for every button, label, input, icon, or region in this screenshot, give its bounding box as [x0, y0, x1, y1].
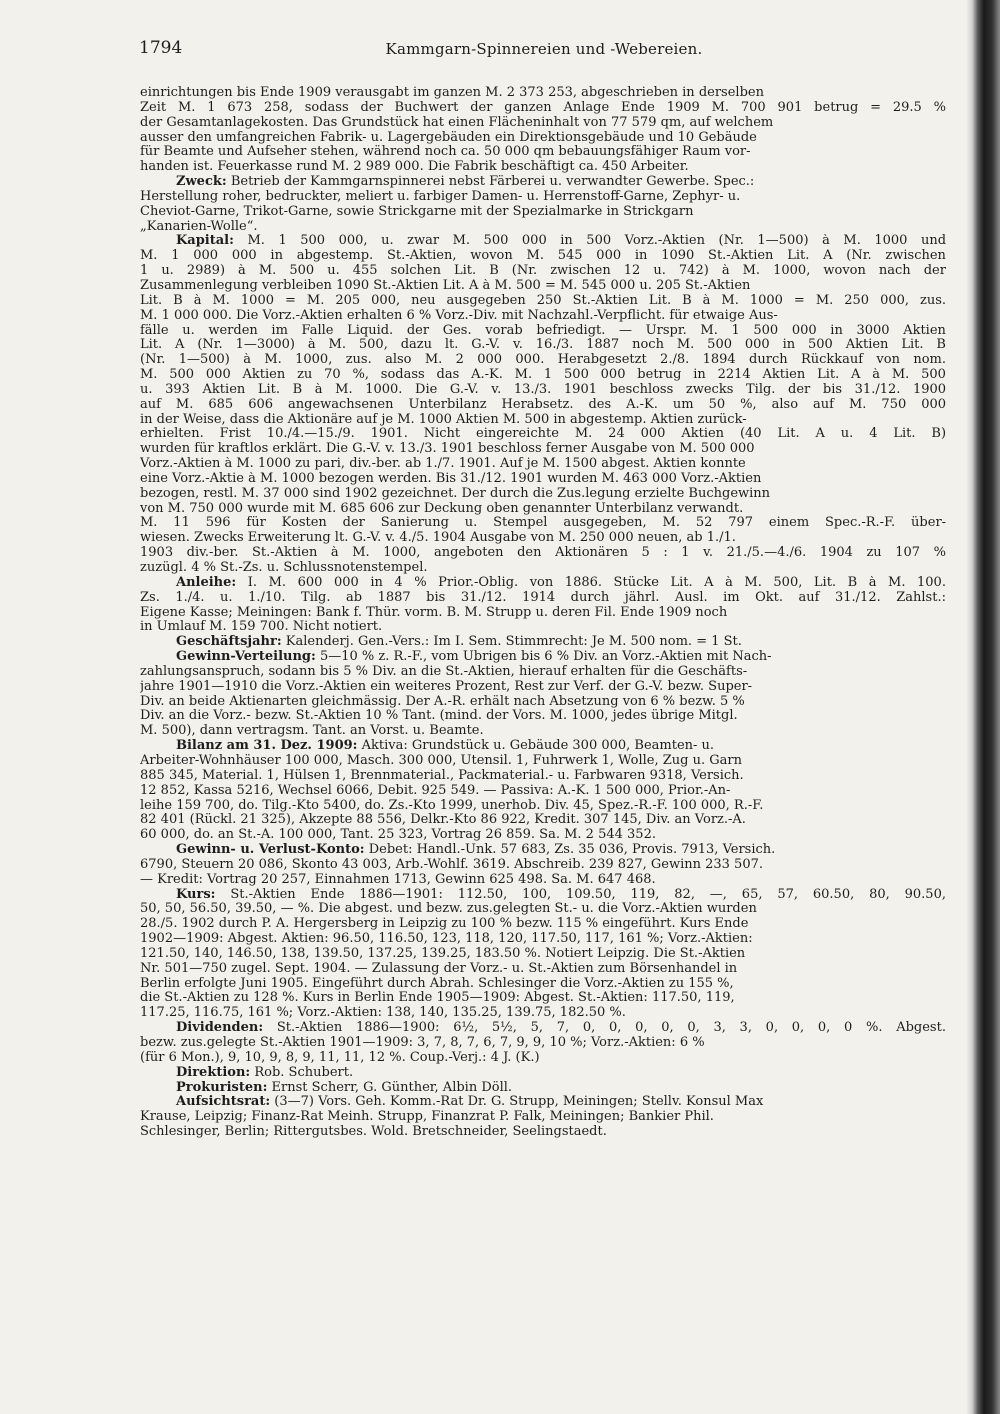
- text-line: [140, 86, 946, 101]
- text-line: [140, 1125, 946, 1140]
- text-line: [140, 799, 946, 814]
- line-text: (für 6 Mon.), 9, 10, 9, 8, 9, 11, 11, 12 %. Coup.-Verj.: 4 J. (K.): [140, 1050, 540, 1065]
- text-line: [140, 427, 946, 442]
- line-text: Berlin erfolgte Juni 1905. Eingeführt durch Abrah. Schlesinger die Vorz.-Aktien zu 155 %,: [140, 976, 734, 991]
- line-text: Nr. 501—750 zugel. Sept. 1904. — Zulassung der Vorz.- u. St.-Aktien zum Börsenhandel in: [140, 961, 738, 976]
- text-line: [140, 502, 946, 517]
- text-line: [140, 264, 946, 279]
- text-line: [140, 576, 946, 591]
- text-line: [140, 101, 946, 116]
- text-line: [140, 962, 946, 977]
- text-line: [140, 1081, 946, 1096]
- line-text: der Gesamtanlagekosten. Das Grundstück hat einen Flächeninhalt von 77 579 qm, auf welchem: [140, 115, 774, 130]
- text-line: [140, 145, 946, 160]
- line-text: „Kanarien-Wolle“.: [140, 219, 258, 234]
- line-text: Lit. A (Nr. 1—3000) à M. 500, dazu lt. G.-V. v. 16./3. 1887 noch M. 500 000 in 500 Aktien Lit. B: [140, 338, 946, 353]
- line-text: leihe 159 700, do. Tilg.-Kto 5400, do. Zs.-Kto 1999, unerhob. Div. 45, Spez.-R.-F. 100 000, R.-F.: [140, 798, 764, 813]
- section-heading: Direktion:: [176, 1065, 251, 1080]
- line-text: Aktiva: Grundstück u. Gebäude 300 000, Beamten- u.: [361, 739, 715, 754]
- text-line: [140, 472, 946, 487]
- line-text: zuzügl. 4 % St.-Zs. u. Schlussnotenstempel.: [140, 561, 428, 575]
- line-text: Ernst Scherr, G. Günther, Albin Döll.: [271, 1080, 513, 1095]
- text-line: [140, 873, 946, 888]
- text-line: [140, 650, 946, 665]
- text-line: [140, 680, 946, 695]
- text-line: [140, 442, 946, 457]
- line-text: 1 u. 2989) à M. 500 u. 455 solchen Lit. B (Nr. zwischen 12 u. 742) à M. 1000, wovon nach der: [140, 264, 946, 279]
- text-line: [140, 338, 946, 353]
- line-text: M. 1 500 000, u. zwar M. 500 000 in 500 Vorz.-Aktien (Nr. 1—500) à M. 1000 und: [247, 234, 946, 249]
- text-line: [140, 888, 946, 903]
- section-heading: Zweck:: [176, 175, 227, 190]
- line-text: 82 401 (Rückl. 21 325), Akzepte 88 556, Delkr.-Kto 86 922, Kredit. 307 145, Div. an Vorz.-A.: [140, 813, 746, 828]
- line-text: erhielten. Frist 10./4.—15./9. 1901. Nicht eingereichte M. 24 000 Aktien (40 Lit. A u. 4 Lit. B): [140, 427, 946, 442]
- text-line: [140, 190, 946, 205]
- line-text: 60 000, do. an St.-A. 100 000, Tant. 25 323, Vortrag 26 859. Sa. M. 2 544 352.: [140, 828, 656, 843]
- line-text: Betrieb der Kammgarnspinnerei nebst Färberei u. verwandter Gewerbe. Spec.:: [230, 175, 755, 190]
- text-line: [140, 353, 946, 368]
- section-heading: Kapital:: [176, 234, 234, 249]
- text-line: [140, 413, 946, 428]
- line-text: 12 852, Kassa 5216, Wechsel 6066, Debit. 925 549. — Passiva: A.-K. 1 500 000, Prior.-An-: [140, 783, 731, 798]
- text-line: [140, 220, 946, 235]
- text-line: [140, 516, 946, 531]
- line-text: 6790, Steuern 20 086, Skonto 43 003, Arb.-Wohlf. 3619. Abschreib. 239 827, Gewinn 233 507.: [140, 857, 764, 872]
- body-text: [140, 86, 946, 1140]
- line-text: 885 345, Material. 1, Hülsen 1, Brennmaterial., Packmaterial.- u. Farbwaren 9318, Versich.: [140, 768, 744, 783]
- text-line: [140, 205, 946, 220]
- line-text: (Nr. 1—500) à M. 1000, zus. also M. 2 000 000. Herabgesetzt 2./8. 1894 durch Rückkauf von nom.: [140, 353, 946, 368]
- text-line: [140, 724, 946, 739]
- line-text: Cheviot-Garne, Trikot-Garne, sowie Strickgarne mit der Spezialmarke in Strickgarn: [140, 204, 694, 219]
- text-line: [140, 606, 946, 621]
- line-text: M. 1 000 000. Die Vorz.-Aktien erhalten 6 % Vorz.-Div. mit Nachzahl.-Verpflicht. für etwaige Aus-: [140, 308, 778, 323]
- text-line: [140, 131, 946, 146]
- line-text: Kalenderj. Gen.-Vers.: Im I. Sem. Stimmrecht: Je M. 500 nom. = 1 St.: [285, 635, 742, 650]
- text-line: [140, 932, 946, 947]
- text-line: [140, 695, 946, 710]
- text-line: [140, 234, 946, 249]
- line-text: 1903 div.-ber. St.-Aktien à M. 1000, angeboten den Aktionären 5 : 1 v. 21./5.—4./6. 1904 zu 107 %: [140, 546, 946, 561]
- text-line: [140, 828, 946, 843]
- line-text: wurden für kraftlos erklärt. Die G.-V. v. 13./3. 1901 beschloss ferner Ausgabe von M. 500 000: [140, 442, 755, 457]
- text-line: [140, 620, 946, 635]
- text-line: [140, 813, 946, 828]
- line-text: Krause, Leipzig; Finanz-Rat Meinh. Strupp, Finanzrat P. Falk, Meiningen; Bankier Phil.: [140, 1110, 714, 1125]
- line-text: einrichtungen bis Ende 1909 verausgabt im ganzen M. 2 373 253, abgeschrieben in derselben: [140, 86, 764, 100]
- line-text: handen ist. Feuerkasse rund M. 2 989 000. Die Fabrik beschäftigt ca. 450 Arbeiter.: [140, 160, 689, 175]
- section-heading: Prokuristen:: [176, 1080, 268, 1095]
- line-text: bezw. zus.gelegte St.-Aktien 1901—1909: 3, 7, 8, 7, 6, 7, 9, 9, 10 %; Vorz.-Aktien: 6 %: [140, 1036, 705, 1050]
- line-text: die St.-Aktien zu 128 %. Kurs in Berlin Ende 1905—1909: Abgest. St.-Aktien: 117.50, 119,: [140, 991, 735, 1006]
- line-text: M. 1 000 000 in abgestemp. St.-Aktien, wovon M. 545 000 in 1090 St.-Aktien Lit. A (Nr. zwischen: [140, 249, 946, 264]
- line-text: 1902—1909: Abgest. Aktien: 96.50, 116.50, 123, 118, 120, 117.50, 117, 161 %; Vorz.-Aktien:: [140, 932, 753, 947]
- scan-binding-edge: [966, 0, 1000, 1414]
- line-text: wiesen. Zwecks Erweiterung lt. G.-V. v. 4./5. 1904 Ausgabe von M. 250 000 neuen, ab 1./1.: [140, 531, 736, 546]
- text-line: [140, 249, 946, 264]
- text-line: [140, 902, 946, 917]
- text-line: [140, 1051, 946, 1066]
- text-line: [140, 947, 946, 962]
- line-text: Rob. Schubert.: [254, 1065, 354, 1080]
- line-text: Zusammenlegung verbleiben 1090 St.-Aktien Lit. A à M. 500 = M. 545 000 u. 205 St.-Aktien: [140, 278, 751, 293]
- text-line: [140, 309, 946, 324]
- section-heading: Dividenden:: [176, 1021, 264, 1036]
- text-line: [140, 457, 946, 472]
- section-heading: Gewinn- u. Verlust-Konto:: [176, 843, 365, 858]
- section-heading: Bilanz am 31. Dez. 1909:: [176, 739, 358, 754]
- line-text: Debet: Handl.-Unk. 57 683, Zs. 35 036, Provis. 7913, Versich.: [368, 843, 776, 858]
- text-line: [140, 754, 946, 769]
- line-text: von M. 750 000 wurde mit M. 685 606 zur Deckung oben genannter Unterbilanz verwandt.: [140, 501, 744, 516]
- line-text: 50, 50, 56.50, 39.50, — %. Die abgest. und bezw. zus.gelegten St.- u. die Vorz.-Aktien wurden: [140, 902, 757, 917]
- text-line: [140, 917, 946, 932]
- text-line: [140, 1036, 946, 1051]
- line-text: St.-Aktien 1886—1900: 6½, 5½, 5, 7, 0, 0, 0, 0, 0, 3, 3, 0, 0, 0, 0 %. Abgest.: [276, 1021, 946, 1036]
- section-heading: Anleihe:: [176, 575, 237, 590]
- text-line: [140, 1095, 946, 1110]
- line-text: Arbeiter-Wohnhäuser 100 000, Masch. 300 000, Utensil. 1, Fuhrwerk 1, Wolle, Zug u. Garn: [140, 753, 742, 768]
- page-header: [139, 34, 949, 64]
- line-text: I. M. 600 000 in 4 % Prior.-Oblig. von 1886. Stücke Lit. A à M. 500, Lit. B à M. 100.: [247, 575, 946, 590]
- line-text: bezogen, restl. M. 37 000 sind 1902 gezeichnet. Der durch die Zus.legung erzielte Buchgewinn: [140, 486, 771, 501]
- section-heading: Gewinn-Verteilung:: [176, 650, 316, 665]
- line-text: M. 500 000 Aktien zu 70 %, sodass das A.-K. M. 1 500 000 betrug in 2214 Aktien Lit. A à M. 500: [140, 368, 946, 383]
- line-text: M. 11 596 für Kosten der Sanierung u. Stempel ausgegeben, M. 52 797 einem Spec.-R.-F. über-: [140, 516, 946, 531]
- line-text: 121.50, 140, 146.50, 138, 139.50, 137.25, 139.25, 183.50 %. Notiert Leipzig. Die St.-Aktien: [140, 946, 746, 961]
- text-line: [140, 160, 946, 175]
- text-line: [140, 175, 946, 190]
- section-heading: Geschäftsjahr:: [176, 635, 282, 650]
- text-line: [140, 1006, 946, 1021]
- line-text: jahre 1901—1910 die Vorz.-Aktien ein weiteres Prozent, Rest zur Verf. der G.-V. bezw. Super-: [140, 679, 753, 694]
- line-text: Vorz.-Aktien à M. 1000 zu pari, div.-ber. ab 1./7. 1901. Auf je M. 1500 abgest. Aktien konnte: [140, 457, 746, 472]
- line-text: Lit. B à M. 1000 = M. 205 000, neu ausgegeben 250 St.-Aktien Lit. B à M. 1000 = M. 250 000, zus.: [140, 293, 946, 308]
- line-text: u. 393 Aktien Lit. B à M. 1000. Die G.-V. v. 13./3. 1901 beschloss zwecks Tilg. der bis 31./12. 1900: [140, 382, 946, 397]
- text-line: [140, 977, 946, 992]
- line-text: M. 500), dann vertragsm. Tant. an Vorst. u. Beamte.: [140, 724, 484, 739]
- line-text: für Beamte und Aufseher stehen, während noch ca. 50 000 qm bebauungsfähiger Raum vor-: [140, 145, 751, 160]
- text-line: [140, 561, 946, 576]
- text-line: [140, 591, 946, 606]
- running-title: Kammgarn-Spinnereien und -Webereien.: [385, 40, 703, 58]
- page-number: 1794: [139, 38, 183, 58]
- line-text: Herstellung roher, bedruckter, meliert u. farbiger Damen- u. Herrenstoff-Garne, Zephyr- u.: [140, 189, 741, 204]
- section-heading: Aufsichtsrat:: [176, 1095, 271, 1110]
- section-heading: Kurs:: [176, 887, 216, 902]
- line-text: fälle u. werden im Falle Liquid. der Ges. vorab befriedigt. — Urspr. M. 1 500 000 in 3000 Aktien: [140, 323, 946, 338]
- text-line: [140, 784, 946, 799]
- line-text: in Umlauf M. 159 700. Nicht notiert.: [140, 620, 383, 635]
- line-text: in der Weise, dass die Aktionäre auf je M. 1000 Aktien M. 500 in abgestemp. Aktien zurück-: [140, 412, 747, 427]
- line-text: auf M. 685 606 angewachsenen Unterbilanz Herabsetz. des A.-K. um 50 %, also auf M. 750 000: [140, 397, 946, 412]
- text-line: [140, 116, 946, 131]
- text-line: [140, 546, 946, 561]
- text-line: [140, 1066, 946, 1081]
- line-text: 5—10 % z. R.-F., vom Übrigen bis 6 % Div. an Vorz.-Aktien mit Nach-: [319, 650, 772, 665]
- text-line: [140, 635, 946, 650]
- text-line: [140, 1110, 946, 1125]
- line-text: Zs. 1./4. u. 1./10. Tilg. ab 1887 bis 31./12. 1914 durch jährl. Ausl. im Okt. auf 31./12. Zahlst.:: [140, 590, 946, 605]
- line-text: (3—7) Vors. Geh. Komm.-Rat Dr. G. Strupp, Meiningen; Stellv. Konsul Max: [274, 1095, 764, 1110]
- text-line: [140, 279, 946, 294]
- line-text: 117.25, 116.75, 161 %; Vorz.-Aktien: 138, 140, 135.25, 139.75, 182.50 %.: [140, 1006, 626, 1021]
- line-text: Schlesinger, Berlin; Rittergutsbes. Wold. Bretschneider, Seelingstaedt.: [140, 1125, 607, 1140]
- text-line: [140, 324, 946, 339]
- line-text: Div. an die Vorz.- bezw. St.-Aktien 10 % Tant. (mind. der Vors. M. 1000, jedes übrige Mitgl.: [140, 709, 738, 724]
- text-line: [140, 368, 946, 383]
- line-text: eine Vorz.-Aktie à M. 1000 bezogen werden. Bis 31./12. 1901 wurden M. 463 000 Vorz.-Aktien: [140, 471, 762, 486]
- line-text: — Kredit: Vortrag 20 257, Einnahmen 1713, Gewinn 625 498. Sa. M. 647 468.: [140, 872, 656, 887]
- text-line: [140, 769, 946, 784]
- line-text: Eigene Kasse; Meiningen: Bank f. Thür. vorm. B. M. Strupp u. deren Fil. Ende 1909 noch: [140, 605, 728, 620]
- text-line: [140, 739, 946, 754]
- line-text: St.-Aktien Ende 1886—1901: 112.50, 100, 109.50, 119, 82, —, 65, 57, 60.50, 80, 90.50,: [230, 887, 946, 902]
- text-line: [140, 709, 946, 724]
- line-text: zahlungsanspruch, sodann bis 5 % Div. an die St.-Aktien, hierauf erhalten für die Geschäfts-: [140, 664, 748, 679]
- line-text: 28./5. 1902 durch P. A. Hergersberg in Leipzig zu 100 % bezw. 115 % eingeführt. Kurs Ende: [140, 917, 749, 932]
- line-text: Div. an beide Aktienarten gleichmässig. Der A.-R. erhält nach Absetzung von 6 % bezw. 5 %: [140, 694, 745, 709]
- text-line: [140, 991, 946, 1006]
- text-line: [140, 531, 946, 546]
- text-line: [140, 858, 946, 873]
- text-line: [140, 398, 946, 413]
- text-line: [140, 1021, 946, 1036]
- text-line: [140, 487, 946, 502]
- text-line: [140, 383, 946, 398]
- text-line: [140, 294, 946, 309]
- line-text: Zeit M. 1 673 258, sodass der Buchwert der ganzen Anlage Ende 1909 M. 700 901 betrug = 29.5 %: [140, 100, 946, 115]
- text-line: [140, 665, 946, 680]
- text-line: [140, 843, 946, 858]
- line-text: ausser den umfangreichen Fabrik- u. Lagergebäuden ein Direktionsgebäude und 10 Gebäude: [140, 130, 757, 145]
